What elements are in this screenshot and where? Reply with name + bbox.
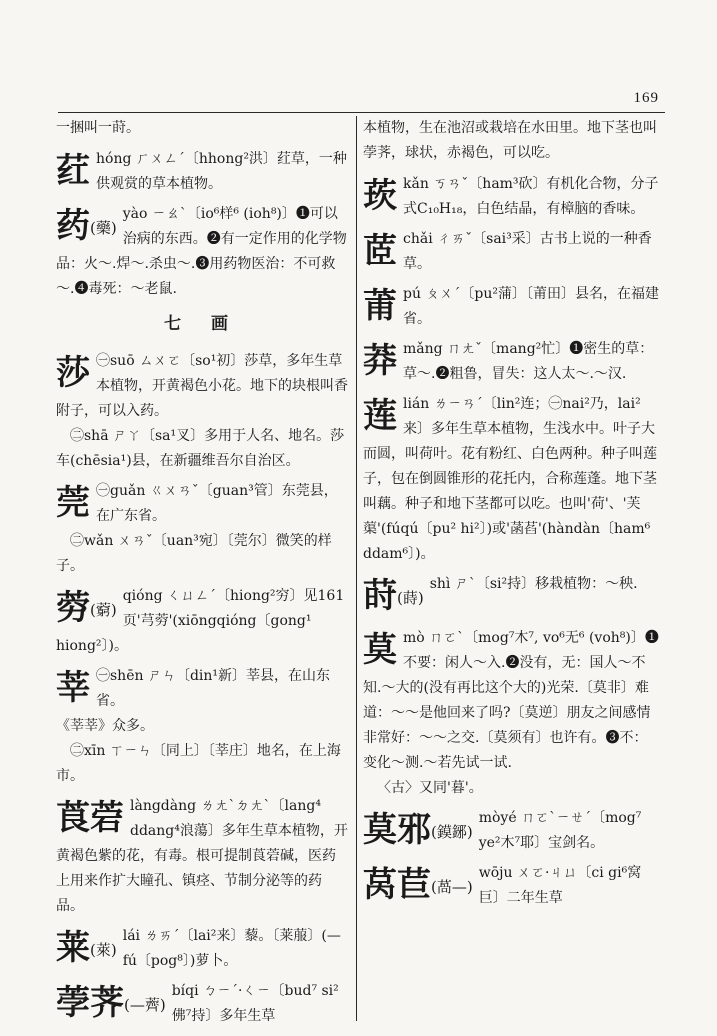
entry-suo <box>56 349 348 474</box>
entry-definition: ㊀suō ㄙㄨㄛ〔so¹初〕莎草，多年生草本植物，开黄褐色小花。地下的块根叫香附子，可以入药。 <box>56 353 348 419</box>
entry-headword: 莫 <box>363 630 397 670</box>
entry-headword: 莨菪 <box>56 798 124 838</box>
entry-definition: pú ㄆㄨˊ〔pu²蒲〕〔莆田〕县名，在福建省。 <box>403 286 660 327</box>
entry-headword: 莰 <box>363 176 397 216</box>
entry-definition: hóng ㄏㄨㄥˊ〔hhong²洪〕荭草，一种供观赏的草本植物。 <box>96 151 347 192</box>
entry-subsense: ㊁wǎn ㄨㄢˇ〔uan³宛〕〔莞尔〕微笑的样子。 <box>56 533 332 574</box>
entry-definition: lái ㄌㄞˊ〔lai²来〕藜。〔莱菔〕(—fú〔pog⁸〕)萝卜。 <box>122 928 341 969</box>
entry-definition: shì ㄕˋ〔si²持〕移栽植物：～秧. <box>429 576 638 592</box>
entry-headword: 荸荠(—薺) <box>56 983 166 1023</box>
entry-definition: mòyé ㄇㄛˋㄧㄝˊ〔mog⁷ ye²木⁷耶〕宝剑名。 <box>478 810 642 851</box>
entry-moye <box>363 806 661 856</box>
entry-yao <box>56 202 348 302</box>
continuation-text: 本植物，生在池沼或栽培在水田里。地下茎也叫荸荠，球状，赤褐色，可以吃。 <box>363 120 657 161</box>
entry-biqi <box>56 979 348 1029</box>
entry-chai <box>363 227 661 277</box>
entry-lian <box>363 392 661 567</box>
entry-shi <box>363 572 661 621</box>
continuation-text: 一捆叫一莳。 <box>56 120 140 136</box>
entry-headword: 莴苣(萵—) <box>363 865 473 905</box>
header-rule <box>58 112 665 113</box>
entry-headword: 莎 <box>56 353 90 393</box>
entry-headword: 茝 <box>363 231 397 271</box>
entry-headword: 䓖(藭) <box>56 588 117 628</box>
entry-definition: yào ㄧㄠˋ〔io⁶样⁶ (ioh⁸)〕❶可以治病的东西。❷有一定作用的化学物品：火～.焊～.杀虫～.❸用药物医治：不可救～.❹毒死：～老鼠. <box>56 206 347 297</box>
entry-definition: ㊀guǎn ㄍㄨㄢˇ〔guan³管〕东莞县，在广东省。 <box>96 483 338 524</box>
column-divider <box>356 116 357 1021</box>
entry-definition: làngdàng ㄌㄤˋㄉㄤˋ〔lang⁴ ddang⁴浪蕩〕多年生草本植物，开黄褐色紫的花，有毒。根可提制莨菪碱，医药上用来作扩大瞳孔、镇痉、节制分泌等的药品。 <box>56 798 348 914</box>
entry-headword: 莱(萊) <box>56 928 117 968</box>
entry-definition: kǎn ㄎㄢˇ〔ham³砍〕有机化合物，分子式C₁₀H₁₈，白色结晶，有樟脑的香味。 <box>403 176 659 217</box>
entry-langdang <box>56 794 348 919</box>
entry-headword: 荭 <box>56 151 90 191</box>
entry-lai <box>56 924 348 974</box>
entry-hong <box>56 147 348 197</box>
entry-headword: 莆 <box>363 286 397 326</box>
entry-guan <box>56 479 348 579</box>
entry-subsense: ㊁xīn ㄒㄧㄣ〔同上〕〔莘庄〕地名，在上海市。 <box>56 743 341 784</box>
entry-headword: 药(藥) <box>56 206 117 246</box>
entry-qiong <box>56 584 348 659</box>
entry-headword: 莫邪(鏌鋣) <box>363 810 473 850</box>
entry-headword: 莲 <box>363 396 397 436</box>
entry-woju <box>363 861 661 911</box>
entry-definition: mǎng ㄇㄤˇ〔mang²忙〕❶密生的草：草～.❷粗鲁，冒失：这人太～.～汉. <box>403 341 654 382</box>
entry-pu <box>363 282 661 332</box>
page-number: 169 <box>633 90 659 106</box>
entry-definition: wōju ㄨㄛ·ㄐㄩ〔ci gi⁶窝巨〕二年生草 <box>478 865 642 906</box>
entry-headword: 莘 <box>56 668 90 708</box>
right-column <box>363 116 661 916</box>
entry-headword: 莳(蒔) <box>363 576 424 616</box>
entry-headword: 莞 <box>56 483 90 523</box>
entry-definition: ㊀shēn ㄕㄣ〔din¹新〕莘县，在山东省。 <box>96 668 331 709</box>
left-column <box>56 116 348 1034</box>
entry-subsense: 〈古〉又同'暮'。 <box>377 780 483 796</box>
entry-subsense: 《莘莘》众多。 <box>56 718 154 734</box>
entry-shen <box>56 664 348 789</box>
entry-subsense: ㊁shā ㄕㄚ〔sa¹叉〕多用于人名、地名。莎车(chēsia¹)县，在新疆维吾尔自治区。 <box>56 428 345 469</box>
entry-mang <box>363 337 661 387</box>
entry-headword: 莽 <box>363 341 397 381</box>
entry-mo <box>363 626 661 801</box>
entry-kan <box>363 172 661 222</box>
entry-definition: bíqi ㄅㄧˊ·ㄑㄧ〔bud⁷ si²佛⁷持〕多年生草 <box>171 983 339 1024</box>
section-heading: 七 画 <box>164 314 240 334</box>
entry-definition: qióng ㄑㄩㄥˊ〔hiong²穷〕见161页'芎䓖'(xiōngqióng〔gong¹ hiong²〕)。 <box>56 588 345 654</box>
entry-definition: lián ㄌㄧㄢˊ〔lin²连；㊀nai²乃，lai²来〕多年生草本植物，生浅水中。叶子大而圆，叫荷叶。花有粉红、白色两种。种子叫莲子，包在倒圆锥形的花托内，合称莲蓬。地下茎叫藕。种子和地下茎都可以吃。也叫'荷'、'芙蕖'(fúqú〔pu² hi²〕)或'菡萏'(hàndàn〔ham⁶ ddam⁶〕)。 <box>363 396 657 562</box>
entry-definition: mò ㄇㄛˋ〔mog⁷木⁷, vo⁶无⁶ (voh⁸)〕❶不要：闲人～入.❷没有，无：国人～不知.～大的(没有再比这个大的)光荣.〔莫非〕难道：～～是他回来了吗?〔莫逆〕朋友之间感情非常好：～～之交.〔莫须有〕也许有。❸不：变化～测.～若先试一试. <box>363 630 659 771</box>
entry-definition: chǎi ㄔㄞˇ〔sai³采〕古书上说的一种香草。 <box>403 231 652 272</box>
